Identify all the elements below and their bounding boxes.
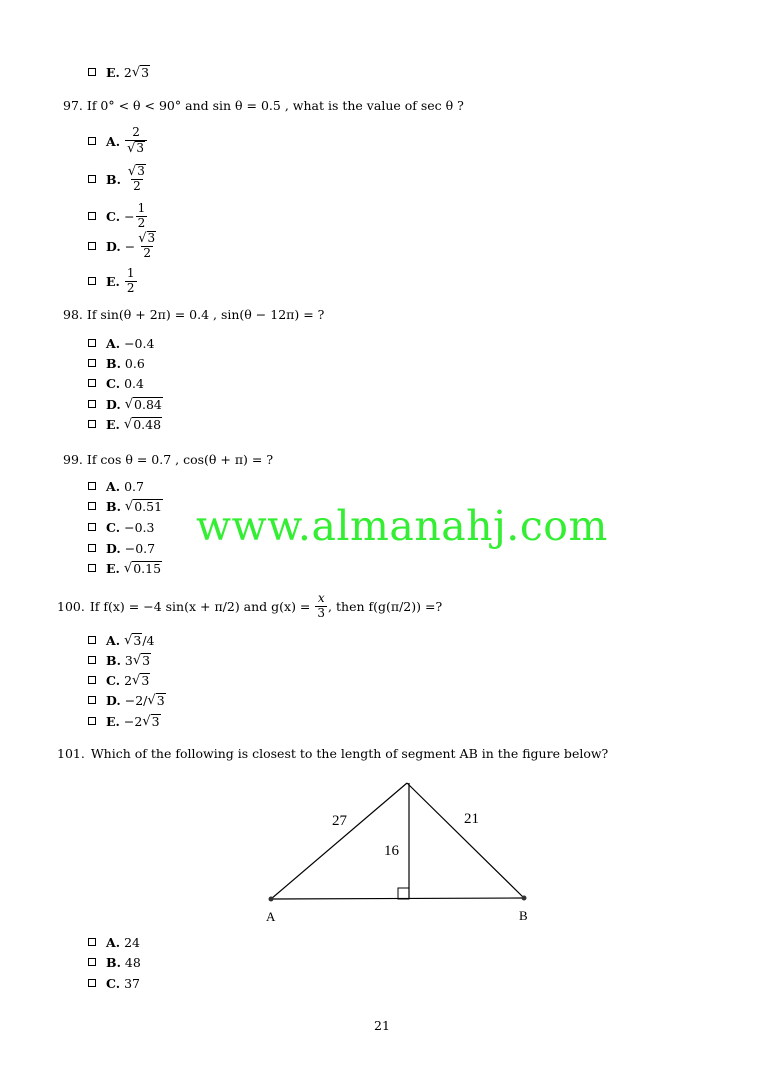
checkbox[interactable]	[88, 676, 96, 684]
sqrt: √ 0.84	[124, 396, 162, 413]
q99-option-a[interactable]: A. 0.7	[88, 476, 144, 496]
label-right-side: 21	[464, 811, 479, 827]
question-99: 99. If cos θ = 0.7 , cos(θ + π) = ?	[63, 452, 274, 467]
q97-option-b[interactable]: B. √ 3 2	[88, 163, 149, 195]
sqrt: √ 3	[142, 713, 160, 730]
q97-option-c[interactable]: C. − $\frac{1}{2}$	[88, 200, 148, 232]
q99-option-d[interactable]: D. −0.7	[88, 538, 155, 558]
q98-option-a[interactable]: A. −0.4	[88, 333, 154, 353]
checkbox[interactable]	[88, 175, 96, 183]
right-angle-marker	[398, 888, 409, 899]
checkbox[interactable]	[88, 379, 96, 387]
checkbox[interactable]	[88, 544, 96, 552]
checkbox[interactable]	[88, 502, 96, 510]
checkbox[interactable]	[88, 359, 96, 367]
question-100: 100. If f(x) = −4 sin(x + π/2) and g(x) = $\frac{x}{3}$ , then f(g(π/2)) =?	[57, 591, 443, 620]
q97-option-a[interactable]: A. 2 √ 3	[88, 125, 148, 157]
watermark: www.almanahj.com	[196, 502, 608, 550]
q98-option-e[interactable]: E. √ 0.48	[88, 414, 162, 434]
q100-option-d[interactable]: D. −2/ √ 3	[88, 690, 166, 710]
fraction: $\frac{x}{3}$	[317, 591, 326, 620]
option-e-continued[interactable]: E. 2 √ 3	[88, 62, 150, 82]
fraction: 2 √ 3	[125, 126, 147, 156]
q101-option-b[interactable]: B. 48	[88, 952, 141, 972]
label-vertex-a: A	[266, 909, 276, 924]
checkbox[interactable]	[88, 938, 96, 946]
checkbox[interactable]	[88, 137, 96, 145]
q98-option-b[interactable]: B. 0.6	[88, 353, 145, 373]
q100-option-a[interactable]: A. √ 3 /4	[88, 630, 154, 650]
sqrt: √ 0.48	[123, 416, 162, 433]
point-b	[522, 896, 527, 901]
fraction: $\frac{1}{2}$	[137, 200, 146, 230]
checkbox[interactable]	[88, 564, 96, 572]
q97-option-d[interactable]: D. − √ 3 2	[88, 230, 159, 262]
checkbox[interactable]	[88, 717, 96, 725]
sqrt: √ 3	[124, 632, 142, 649]
checkbox[interactable]	[88, 636, 96, 644]
q99-option-b[interactable]: B. √ 0.51	[88, 496, 163, 516]
label-height: 16	[384, 843, 399, 859]
checkbox[interactable]	[88, 277, 96, 285]
q101-option-c[interactable]: C. 37	[88, 973, 140, 993]
checkbox[interactable]	[88, 523, 96, 531]
checkbox[interactable]	[88, 212, 96, 220]
sqrt: √ 3	[132, 672, 150, 689]
q97-option-e[interactable]: E. $\frac{1}{2}$	[88, 265, 138, 297]
sqrt: √ 3	[132, 652, 151, 669]
fraction: $\frac{1}{2}$	[126, 265, 135, 295]
checkbox[interactable]	[88, 958, 96, 966]
q101-option-a[interactable]: A. 24	[88, 932, 140, 952]
label-left-side: 27	[332, 813, 347, 829]
checkbox[interactable]	[88, 979, 96, 987]
q100-option-b[interactable]: B. 3 √ 3	[88, 650, 151, 670]
q100-option-c[interactable]: C. 2 √ 3	[88, 670, 150, 690]
sqrt: √ 3	[131, 64, 150, 81]
question-98: 98. If sin(θ + 2π) = 0.4 , sin(θ − 12π) = ?	[63, 307, 325, 322]
checkbox[interactable]	[88, 482, 96, 490]
q99-option-c[interactable]: C. −0.3	[88, 517, 154, 537]
q99-option-e[interactable]: E. √ 0.15	[88, 558, 162, 578]
side-right	[407, 783, 524, 898]
q98-option-d[interactable]: D. √ 0.84	[88, 394, 163, 414]
checkbox[interactable]	[88, 339, 96, 347]
label-vertex-b: B	[519, 908, 528, 923]
q100-option-e[interactable]: E. −2 √ 3	[88, 711, 161, 731]
question-97: 97. If 0° < θ < 90° and sin θ = 0.5 , what is the value of sec θ ?	[63, 98, 464, 113]
checkbox[interactable]	[88, 420, 96, 428]
checkbox[interactable]	[88, 656, 96, 664]
sqrt: √ 3	[147, 692, 165, 709]
fraction: √ 3 2	[138, 231, 156, 261]
checkbox[interactable]	[88, 696, 96, 704]
page-number: 21	[374, 1018, 390, 1033]
point-a	[269, 897, 274, 902]
side-left	[271, 783, 407, 899]
checkbox[interactable]	[88, 400, 96, 408]
sqrt: √ 0.51	[124, 498, 163, 515]
fraction: √ 3 2	[127, 164, 145, 194]
q98-option-c[interactable]: C. 0.4	[88, 373, 144, 393]
checkbox[interactable]	[88, 242, 96, 250]
triangle-figure	[255, 775, 545, 925]
question-101: 101. Which of the following is closest to the length of segment AB in the figure below?	[57, 746, 609, 761]
checkbox[interactable]	[88, 68, 96, 76]
sqrt: √ 0.15	[123, 560, 162, 577]
